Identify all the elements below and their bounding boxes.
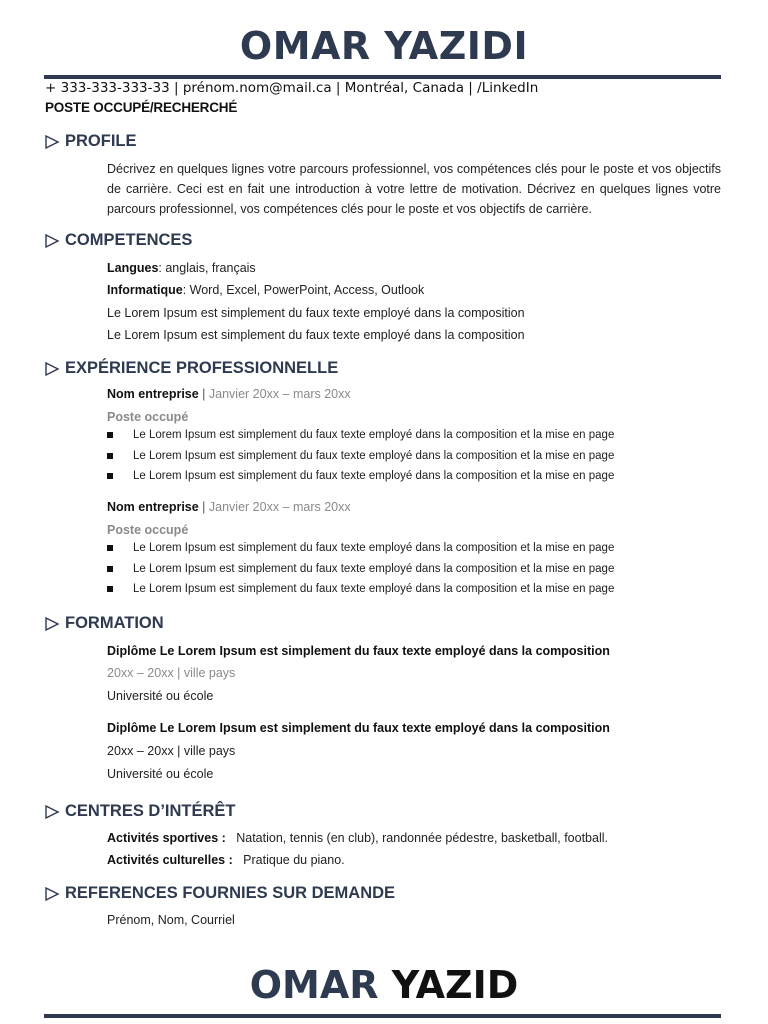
references-text: Prénom, Nom, Courriel (107, 913, 235, 927)
section-title: CENTRES D’INTÉRÊT (65, 802, 236, 820)
section-experience (44, 359, 338, 378)
profile-text: Décrivez en quelques lignes votre parcours professionnel, vos compétences clés pour le poste et vos objectifs de carrière. Ceci est en fait une introduction à votre lettre de motivation. Décrivez en quelques lignes votre parcours professionnel, vos compétences clés pour le poste et vos objectifs de carrière. (107, 162, 721, 216)
job-company: Nom entreprise (107, 500, 199, 514)
skill-label: Informatique (107, 283, 183, 297)
section-title: REFERENCES FOURNIES SUR DEMANDE (65, 884, 396, 902)
section-competences (44, 231, 192, 250)
section-title: EXPÉRIENCE PROFESSIONNELLE (65, 359, 339, 377)
job-dates: Janvier 20xx – mars 20xx (208, 500, 351, 514)
skill-line: Le Lorem Ipsum est simplement du faux texte employé dans la composition (107, 328, 525, 342)
degree-school: Université ou école (107, 689, 214, 703)
section-interests (44, 802, 236, 821)
list-item (107, 563, 614, 575)
header-rule (44, 75, 721, 79)
interest-culture (107, 853, 345, 867)
triangle-outline-icon (44, 616, 60, 632)
section-formation (44, 614, 164, 633)
section-title: PROFILE (65, 132, 137, 150)
square-bullet-icon (107, 586, 113, 592)
triangle-outline-icon (44, 804, 60, 820)
job-dates: Janvier 20xx – mars 20xx (208, 387, 351, 401)
square-bullet-icon (107, 432, 113, 438)
footer-first-name: OMAR (249, 963, 379, 1007)
section-title: COMPETENCES (65, 231, 193, 249)
section-profile (44, 132, 137, 151)
list-item (107, 429, 614, 441)
candidate-name: OMAR YAZIDI (239, 24, 529, 68)
square-bullet-icon (107, 545, 113, 551)
interest-label: Activités sportives : (107, 831, 226, 845)
list-item (107, 450, 614, 462)
degree-dates: 20xx – 20xx | ville pays (107, 744, 236, 758)
list-item (107, 542, 614, 554)
interest-value: Pratique du piano. (243, 853, 345, 867)
square-bullet-icon (107, 453, 113, 459)
square-bullet-icon (107, 566, 113, 572)
skill-value: : anglais, français (158, 261, 256, 275)
footer-name (0, 963, 768, 1007)
contact-line: + 333-333-333-33 | prénom.nom@mail.ca | Montréal, Canada | /LinkedIn (45, 80, 539, 96)
list-item-text: Le Lorem Ipsum est simplement du faux texte employé dans la composition et la mise en page (133, 450, 615, 462)
list-item-text: Le Lorem Ipsum est simplement du faux texte employé dans la composition et la mise en page (133, 563, 615, 575)
job-company: Nom entreprise (107, 387, 199, 401)
footer-rule (44, 1014, 721, 1018)
list-item-text: Le Lorem Ipsum est simplement du faux texte employé dans la composition et la mise en page (133, 429, 615, 441)
triangle-outline-icon (44, 886, 60, 902)
skill-languages (107, 261, 256, 275)
job-header (107, 387, 351, 401)
separator: | (198, 500, 209, 514)
skill-informatique (107, 283, 424, 297)
skill-line: Le Lorem Ipsum est simplement du faux texte employé dans la composition (107, 306, 525, 320)
list-item-text: Le Lorem Ipsum est simplement du faux texte employé dans la composition et la mise en page (133, 583, 615, 595)
job-role: Poste occupé (107, 523, 189, 537)
list-item-text: Le Lorem Ipsum est simplement du faux texte employé dans la composition et la mise en page (133, 470, 615, 482)
square-bullet-icon (107, 473, 113, 479)
degree-title: Diplôme Le Lorem Ipsum est simplement du faux texte employé dans la composition (107, 644, 610, 658)
degree-title: Diplôme Le Lorem Ipsum est simplement du faux texte employé dans la composition (107, 721, 610, 735)
skill-label: Langues (107, 261, 159, 275)
triangle-outline-icon (44, 134, 60, 150)
job-header (107, 500, 351, 514)
interest-value: Natation, tennis (en club), randonnée pédestre, basketball, football. (236, 831, 608, 845)
list-item-text: Le Lorem Ipsum est simplement du faux texte employé dans la composition et la mise en page (133, 542, 615, 554)
separator: | (198, 387, 209, 401)
position-title: POSTE OCCUPÉ/RECHERCHÉ (45, 100, 238, 115)
interest-label: Activités culturelles : (107, 853, 233, 867)
list-item (107, 470, 614, 482)
footer-last-name: YAZID (391, 963, 519, 1007)
skill-value: : Word, Excel, PowerPoint, Access, Outlook (182, 283, 425, 297)
degree-school: Université ou école (107, 767, 214, 781)
interest-sports (107, 831, 608, 845)
triangle-outline-icon (44, 361, 60, 377)
triangle-outline-icon (44, 233, 60, 249)
list-item (107, 583, 614, 595)
job-role: Poste occupé (107, 410, 189, 424)
section-title: FORMATION (65, 614, 164, 632)
degree-dates: 20xx – 20xx | ville pays (107, 666, 236, 680)
section-references (44, 884, 395, 903)
